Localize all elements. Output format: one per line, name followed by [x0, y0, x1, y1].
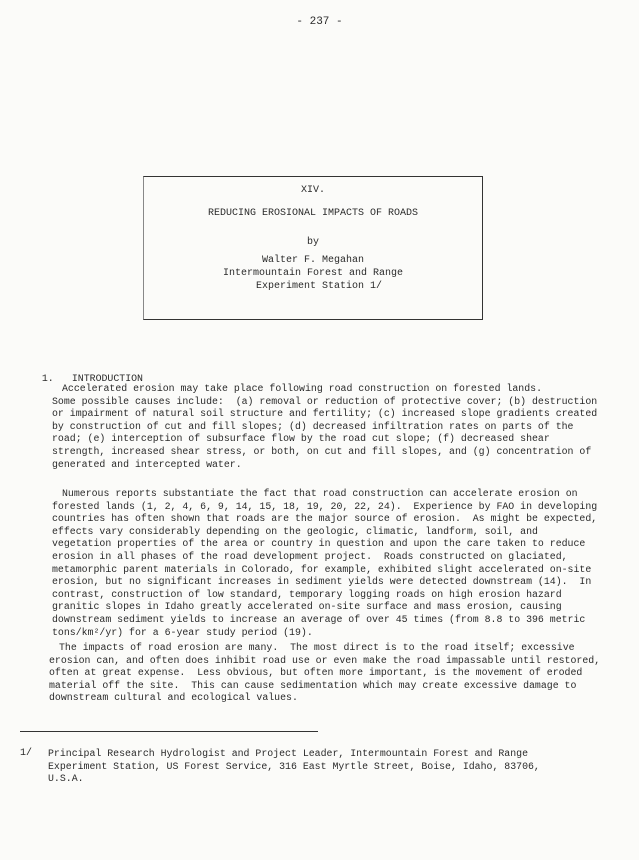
text-line: or impairment of natural soil structure and fertility; (c) increased slope gradients created — [52, 408, 598, 420]
text-line: metamorphic parent materials in Colorado, for example, exhibited slight accelerated on-site — [52, 563, 592, 575]
text-line: Accelerated erosion may take place following road construction on forested lands. — [62, 383, 543, 394]
text-line: erosion in all phases of the road development project. Roads constructed on glaciated, — [52, 550, 568, 562]
section-title: INTRODUCTION — [71, 373, 143, 384]
text-line: downstream cultural and ecological values. — [49, 692, 298, 704]
footnote-mark: 1/ — [20, 748, 33, 759]
section-number: 1. — [41, 373, 54, 384]
text-line: tons/km²/yr) for a 6-year study period (19). — [52, 626, 313, 638]
footnote-line: U.S.A. — [48, 773, 84, 785]
text-line: vegetation properties of the area or country in question and upon the care taken to reduce — [52, 538, 586, 550]
footnote-divider — [20, 731, 318, 732]
paragraph-3 — [49, 642, 601, 705]
text-line: downstream sediment yields to increase an average of over 45 times (from 8.8 to 396 metric — [52, 613, 586, 625]
title-box — [143, 176, 483, 320]
by-label: by — [306, 237, 319, 248]
text-line: effects vary considerably depending on the geologic, climatic, landform, soil, and — [52, 525, 538, 537]
text-line: material off the site. This can cause sedimentation which may create excessive damage to — [49, 679, 577, 691]
affiliation-line-2: Experiment Station 1/ — [255, 281, 383, 292]
footnote-line: Experiment Station, US Forest Service, 316 East Myrtle Street, Boise, Idaho, 83706, — [48, 760, 540, 772]
text-line: by construction of cut and fill slopes; (d) decreased infiltration rates on parts of the — [52, 420, 574, 432]
affiliation-line-1: Intermountain Forest and Range — [222, 268, 404, 279]
paragraph-1 — [52, 383, 598, 471]
text-line: erosion, but no significant increases in sediment yields were detected downstream (14). In — [52, 576, 592, 588]
text-line: Some possible causes include: (a) removal or reduction of protective cover; (b) destruction — [52, 395, 598, 407]
text-line: forested lands (1, 2, 4, 6, 9, 14, 15, 18, 19, 20, 22, 24). Experience by FAO in developing — [52, 500, 598, 512]
text-line: Numerous reports substantiate the fact that road construction can accelerate erosion on — [62, 488, 578, 499]
text-line: strength, increased shear stress, or both, on cut and fill slopes, and (g) concentration of — [52, 445, 592, 457]
text-line: erosion can, and often does inhibit road use or even make the road impassable until restored, — [49, 654, 601, 666]
footnote-line: Principal Research Hydrologist and Project Leader, Intermountain Forest and Range — [48, 748, 529, 759]
text-line: often at great expense. Less obvious, but often more important, is the movement of eroded — [49, 667, 583, 679]
section-heading — [30, 362, 143, 384]
text-line: countries has often shown that roads are the major source of erosion. As might be expected, — [52, 513, 598, 525]
text-line: contrast, construction of low standard, temporary logging roads on high erosion hazard — [52, 588, 562, 600]
chapter-title: REDUCING EROSIONAL IMPACTS OF ROADS — [207, 208, 419, 219]
text-line: The impacts of road erosion are many. The most direct is to the road itself; excessive — [59, 642, 575, 653]
text-line: road; (e) interception of subsurface flow by the road cut slope; (f) decreased shear — [52, 433, 550, 445]
chapter-number: XIV. — [300, 185, 325, 196]
paragraph-2 — [52, 488, 598, 639]
text-line: granitic slopes in Idaho greatly accelerated on-site surface and mass erosion, causing — [52, 601, 562, 613]
author-name: Walter F. Megahan — [261, 255, 365, 266]
text-line: generated and intercepted water. — [52, 458, 242, 470]
page-number: - 237 - — [296, 16, 343, 28]
